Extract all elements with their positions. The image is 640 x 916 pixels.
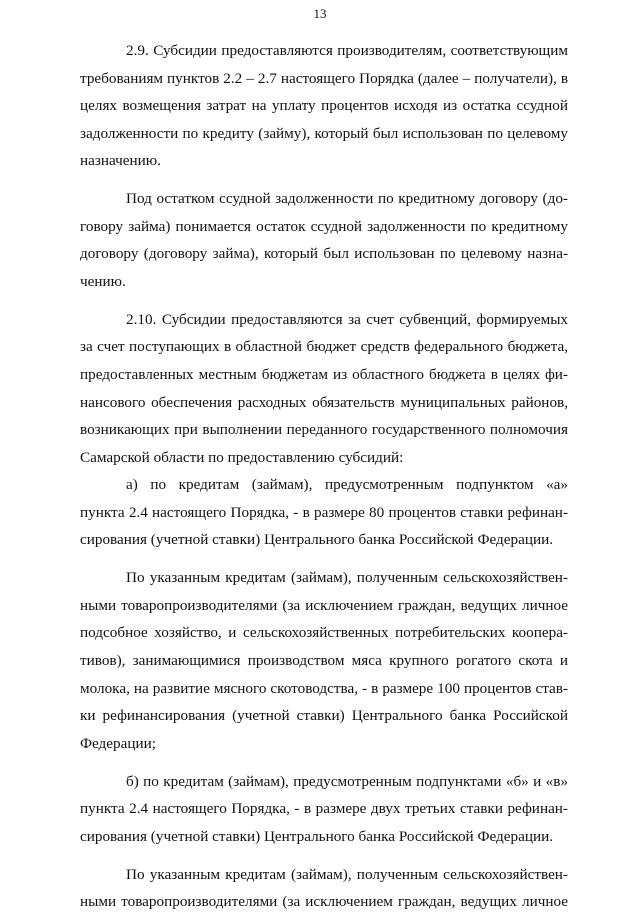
text-line: Федерации; bbox=[80, 734, 156, 752]
text-line: ными товаропроизводителями (за исключением граждан, ведущих личное bbox=[80, 893, 568, 911]
text-line: 2.9. Субсидии предоставляются производителям, соответствующим bbox=[126, 42, 568, 59]
text-line: 2.10. Субсидии предоставляются за счет субвенций, формируемых bbox=[126, 310, 568, 328]
text-line: тивов), занимающимися производством мяса крупного рогатого скота и bbox=[80, 651, 568, 669]
text-line: требованиям пунктов 2.2 – 2.7 настоящего Порядка (далее – получатели), в bbox=[80, 69, 568, 87]
text-line: сирования (учетной ставки) Центрального банка Российской Федерации. bbox=[80, 531, 553, 549]
paragraph-2-9 bbox=[80, 37, 568, 175]
text-line: подсобное хозяйство, и сельскохозяйственных потребительских коопера- bbox=[80, 624, 568, 642]
text-line: возникающих при выполнении переданного государственного полномочия bbox=[80, 421, 568, 439]
text-line: нансового обеспечения расходных обязательств муниципальных районов, bbox=[80, 393, 568, 411]
paragraph-continued bbox=[80, 861, 568, 916]
paragraph-2-10 bbox=[80, 306, 568, 471]
text-line: пункта 2.4 настоящего Порядка, - в размере 80 процентов ставки рефинан- bbox=[80, 503, 568, 521]
text-line: а) по кредитам (займам), предусмотренным подпунктом «а» bbox=[126, 476, 568, 494]
paragraph-item-a bbox=[80, 471, 568, 554]
text-line: пункта 2.4 настоящего Порядка, - в размере двух третьих ставки рефинан- bbox=[80, 800, 568, 818]
text-line: б) по кредитам (займам), предусмотренным подпунктами «б» и «в» bbox=[126, 772, 568, 790]
text-line: за счет поступающих в областной бюджет средств федерального бюджета, bbox=[80, 338, 568, 356]
text-line: назначению. bbox=[80, 152, 161, 170]
text-line: По указанным кредитам (займам), полученным сельскохозяйствен- bbox=[126, 569, 568, 587]
text-line: задолженности по кредиту (займу), который был использован по целевому bbox=[80, 124, 568, 142]
text-line: ными товаропроизводителями (за исключением граждан, ведущих личное bbox=[80, 596, 568, 614]
text-line: предоставленных местным бюджетам из областного бюджета в целях фи- bbox=[80, 366, 568, 384]
page-number: 13 bbox=[313, 6, 327, 21]
text-line: Самарской области по предоставлению субсидий: bbox=[80, 448, 404, 466]
text-line: По указанным кредитам (займам), полученным сельскохозяйствен- bbox=[126, 865, 568, 883]
text-line: Под остатком ссудной задолженности по кредитному договору (до- bbox=[126, 190, 568, 208]
paragraph-livestock-loans bbox=[80, 564, 568, 757]
document-body bbox=[80, 37, 568, 916]
text-line: чению. bbox=[80, 272, 126, 290]
text-line: сирования (учетной ставки) Центрального банка Российской Федерации. bbox=[80, 827, 553, 845]
text-line: ки рефинансирования (учетной ставки) Центрального банка Российской bbox=[80, 707, 568, 725]
text-line: целях возмещения затрат на уплату процентов исходя из остатка ссудной bbox=[80, 97, 568, 115]
text-line: договору (договору займа), который был использован по целевому назна- bbox=[80, 245, 568, 263]
paragraph-item-b bbox=[80, 768, 568, 851]
paragraph-loan-balance-definition bbox=[80, 185, 568, 295]
text-line: говору займа) понимается остаток ссудной задолженности по кредитному bbox=[80, 217, 568, 235]
text-line: молока, на развитие мясного скотоводства, - в размере 100 процентов став- bbox=[80, 679, 568, 697]
